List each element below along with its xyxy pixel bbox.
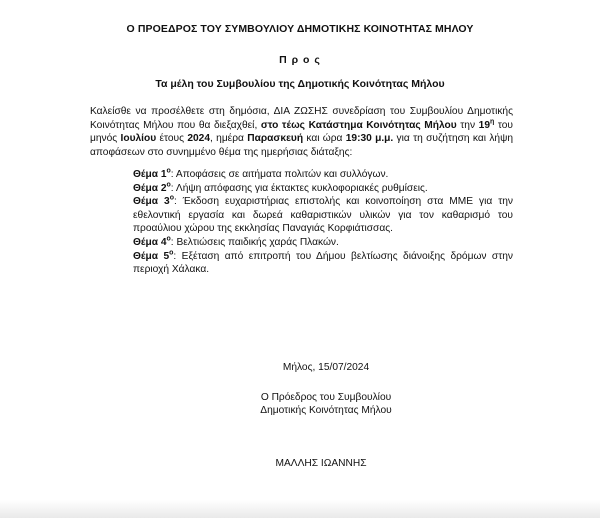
intro-text-7: για τη συζήτηση και λήψη αποφάσεων στο συνημμένο θέμα της ημερήσιας διάταξης: [90, 133, 514, 158]
meeting-location: στο τέως Κατάστημα Κοινότητας Μήλου [260, 119, 457, 131]
signatory-role-line-2: Δημοτικής Κοινότητας Μήλου [260, 405, 392, 416]
meeting-day: $19^\eta$ [478, 118, 495, 131]
agenda-item: Θέμα $1^o$: Αποφάσεις σε αιτήματα πολιτών και συλλόγων. [133, 167, 389, 180]
document-title: Ο ΠΡΟΕΔΡΟΣ ΤΟΥ ΣΥΜΒΟΥΛΙΟΥ ΔΗΜΟΤΙΚΗΣ ΚΟΙΝΟΤΗΤΑΣ ΜΗΛΟΥ [126, 23, 474, 35]
intro-text-1: Καλείσθε να προσέλθετε στη δημόσια, ΔΙΑ ΖΩΣΗΣ συνεδρίαση του Συμβουλίου Δημοτικής Κοινότητας Μήλου που θα διεξαχθεί, [90, 106, 513, 131]
signatory-role-line-1: Ο Πρόεδρος του Συμβουλίου [260, 392, 392, 403]
invitation-paragraph [90, 105, 513, 159]
signatory-name: ΜΑΛΛΗΣ ΙΩΑΝΝΗΣ [275, 458, 367, 469]
intro-text-2: την [456, 119, 479, 131]
document-date: Μήλος, 15/07/2024 [282, 362, 370, 373]
meeting-month: Ιουλίου [120, 133, 157, 145]
intro-text-6: και ώρα [303, 133, 346, 145]
agenda-list [133, 168, 513, 277]
meeting-time: 19:30 μ.μ. [345, 133, 394, 145]
page-bottom-edge [0, 500, 600, 518]
agenda-item: Θέμα $3^o$: Έκδοση ευχαριστήριας επιστολής και κοινοποίηση στα ΜΜΕ για την εθελοντική εργασία και δωρεά καθαριστικών υλικών για τον καθαρισμό του προαύλιου χώρου της εκκλησίας Παναγιάς Κορφιάτισσας. [133, 194, 514, 235]
recipients-line: Τα μέλη του Συμβουλίου της Δημοτικής Κοινότητας Μήλου [155, 78, 445, 90]
intro-text-5: , ημέρα [210, 133, 248, 145]
agenda-item: Θέμα $5^o$: Εξέταση από επιτροπή του Δήμου βελτίωσης διάνοιξης δρόμων στην περιοχή Χάλακα. [133, 249, 514, 276]
intro-text-3: του μηνός [90, 119, 514, 145]
addressee-heading: Π ρ ο ς [279, 54, 321, 66]
agenda-item: Θέμα $2^o$: Λήψη απόφασης για έκτακτες κυκλοφοριακές ρυθμίσεις. [133, 181, 428, 194]
intro-text-4: έτους [156, 133, 188, 145]
meeting-weekday: Παρασκευή [247, 133, 304, 145]
meeting-year: 2024 [187, 133, 211, 145]
agenda-item: Θέμα $4^o$: Βελτιώσεις παιδικής χαράς Πλακών. [133, 235, 339, 248]
